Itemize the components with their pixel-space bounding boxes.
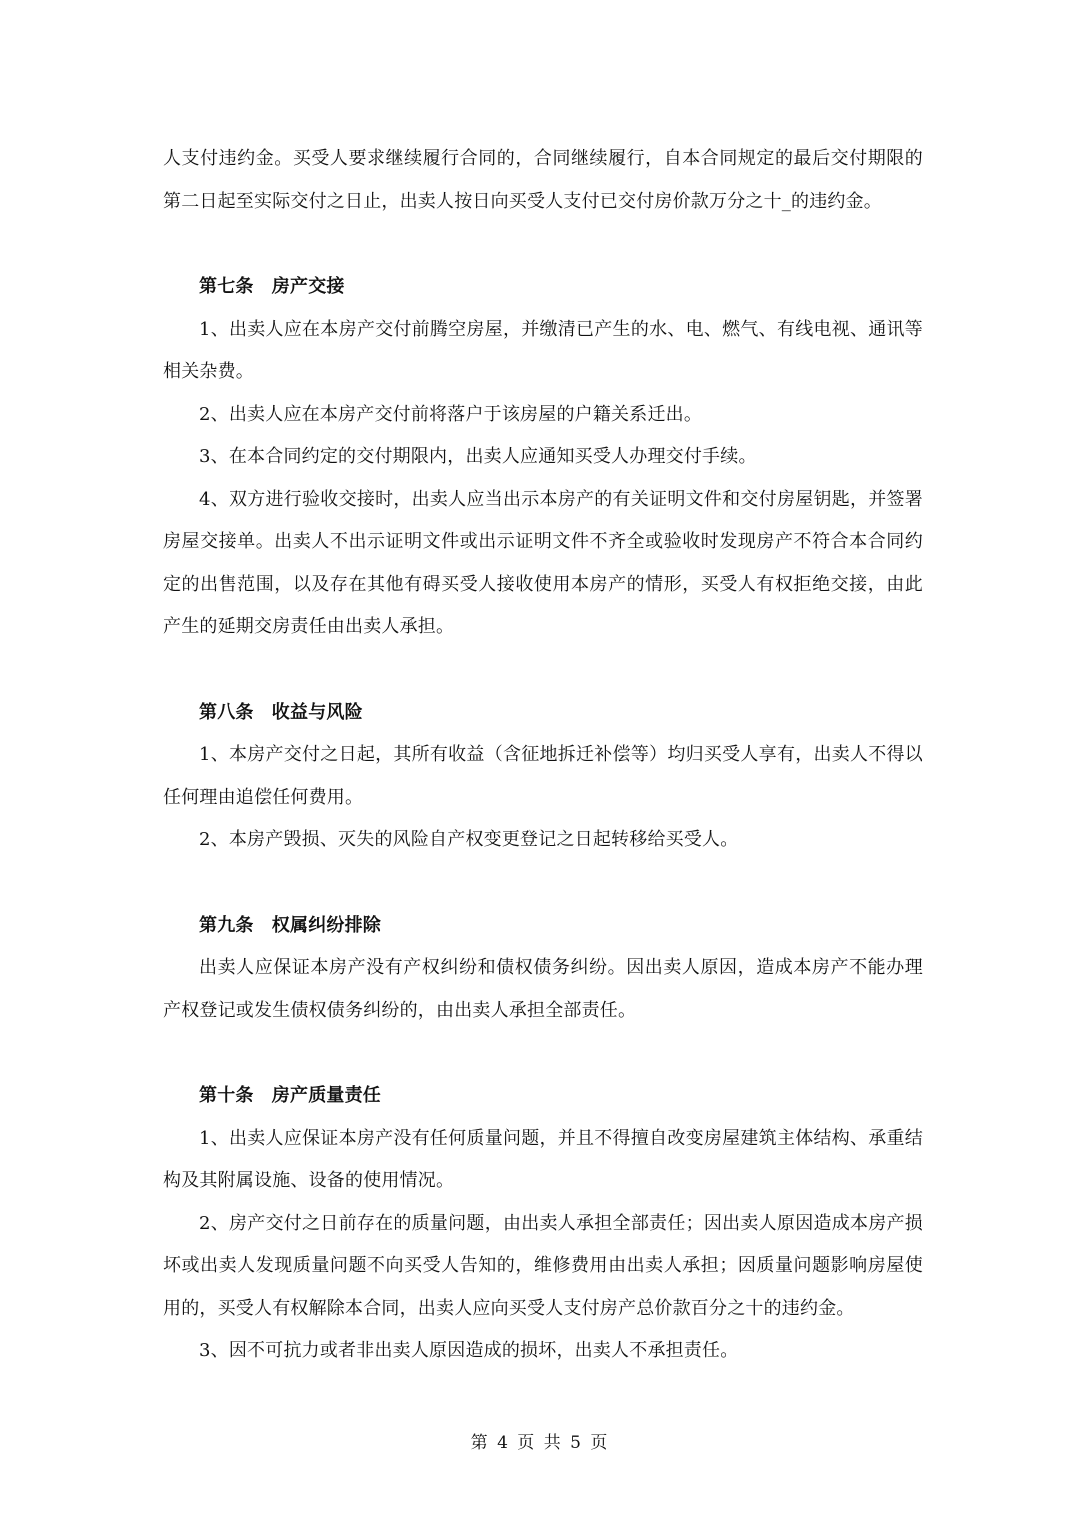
section-7-item-4: 4、双方进行验收交接时，出卖人应当出示本房产的有关证明文件和交付房屋钥匙，并签署房屋交接单。出卖人不出示证明文件或出示证明文件不齐全或验收时发现房产不符合本合同约定的出售范围，以及存在其他有碍买受人接收使用本房产的情形，买受人有权拒绝交接，由此产生的延期交房责任由出卖人承担。 [163,488,923,637]
section-8-item-1: 1、本房产交付之日起，其所有收益（含征地拆迁补偿等）均归买受人享有，出卖人不得以任何理由追偿任何费用。 [163,744,923,808]
page-number-footer: 第 4 页 共 5 页 [470,1433,610,1453]
section-7-title: 第七条 房产交接 [199,276,345,297]
document-body [163,138,923,1373]
section-9-item-1: 出卖人应保证本房产没有产权纠纷和债权债务纠纷。因出卖人原因，造成本房产不能办理产权登记或发生债权债务纠纷的，由出卖人承担全部责任。 [163,957,923,1021]
section-8-item-2: 2、本房产毁损、灭失的风险自产权变更登记之日起转移给买受人。 [199,829,739,850]
paragraph-continued: 人支付违约金。买受人要求继续履行合同的，合同继续履行，自本合同规定的最后交付期限的第二日起至实际交付之日止，出卖人按日向买受人支付已交付房价款万分之十_的违约金。 [163,148,923,212]
section-10-item-1: 1、出卖人应保证本房产没有任何质量问题，并且不得擅自改变房屋建筑主体结构、承重结构及其附属设施、设备的使用情况。 [163,1127,923,1191]
section-10-item-3: 3、因不可抗力或者非出卖人原因造成的损坏，出卖人不承担责任。 [199,1340,739,1361]
section-10-title: 第十条 房产质量责任 [199,1085,381,1106]
section-8-title: 第八条 收益与风险 [199,701,363,723]
section-7-item-1: 1、出卖人应在本房产交付前腾空房屋，并缴清已产生的水、电、燃气、有线电视、通讯等相关杂费。 [163,318,923,382]
section-7-item-3: 3、在本合同约定的交付期限内，出卖人应通知买受人办理交付手续。 [199,446,757,467]
section-9-title: 第九条 权属纠纷排除 [199,914,381,936]
section-7-item-2: 2、出卖人应在本房产交付前将落户于该房屋的户籍关系迁出。 [199,403,703,425]
section-10-item-2: 2、房产交付之日前存在的质量问题，由出卖人承担全部责任；因出卖人原因造成本房产损坏或出卖人发现质量问题不向买受人告知的，维修费用由出卖人承担；因质量问题影响房屋使用的，买受人有权解除本合同，出卖人应向买受人支付房产总价款百分之十的违约金。 [163,1212,923,1319]
